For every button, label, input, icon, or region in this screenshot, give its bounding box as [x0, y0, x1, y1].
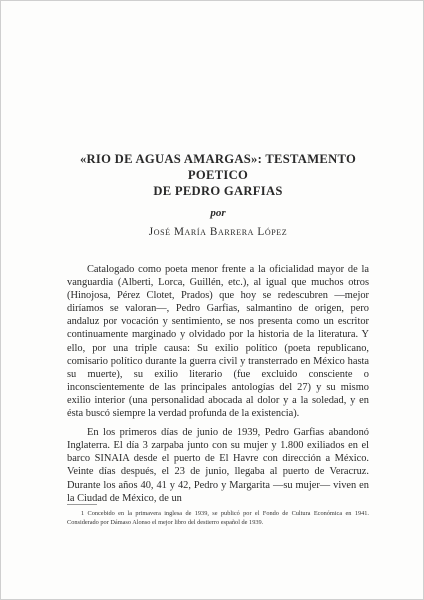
footnote: 1 Concebido en la primavera inglesa de 1939, se publicó por el Fondo de Cultura Económica en 1941. Considerado por Dámaso Alonso el mejor libro del destierro español de 1939. — [67, 510, 369, 526]
article — [67, 151, 369, 505]
article-title — [67, 151, 369, 199]
footnote-divider — [67, 504, 97, 505]
article-body — [67, 263, 369, 505]
paragraph-2: En los primeros días de junio de 1939, Pedro Garfias abandonó Inglaterra. El día 3 zarpaba junto con su mujer y 1.800 exiliados en el barco SINAIA desde el puerto de El Havre con dirección a México. Veinte días después, el 23 de junio, llegaba al puerto de Veracruz. Durante los años 40, 41 y 42, Pedro y Margarita —su mujer— viven en la Ciudad de México, de un — [67, 427, 369, 504]
author-name: José María Barrera López — [148, 226, 288, 238]
title-line-1: «RIO DE AGUAS AMARGAS»: TESTAMENTO POETICO — [79, 152, 357, 182]
paragraph-1: Catalogado como poeta menor frente a la oficialidad mayor de la vanguardia (Alberti, Lorca, Guillén, etc.), al igual que muchos otros (Hinojosa, Pérez Clotet, Prados) que hoy se redescubren —mejor diríamos se valoran—, Pedro Garfias, salmantino de origen, pero andaluz por vocación y sentimiento, se nos presenta como un escritor continuamente marginado y olvidado por la historia de la literatura. Y ello, por una triple causa: Su exilio político (poeta republicano, comisario político durante la guerra civil y transterrado en México hasta su muerte), su exilio literario (fue excluido consciente o inconscientemente de las principales antologías del 27) y su mismo exilio interior (una personalidad abocada al dolor y a la soledad, y en ésta buscó siempre la verdad profunda de la existencia). — [67, 264, 369, 420]
title-line-2: DE PEDRO GARFIAS — [153, 184, 283, 198]
byline-por: por — [210, 207, 226, 219]
